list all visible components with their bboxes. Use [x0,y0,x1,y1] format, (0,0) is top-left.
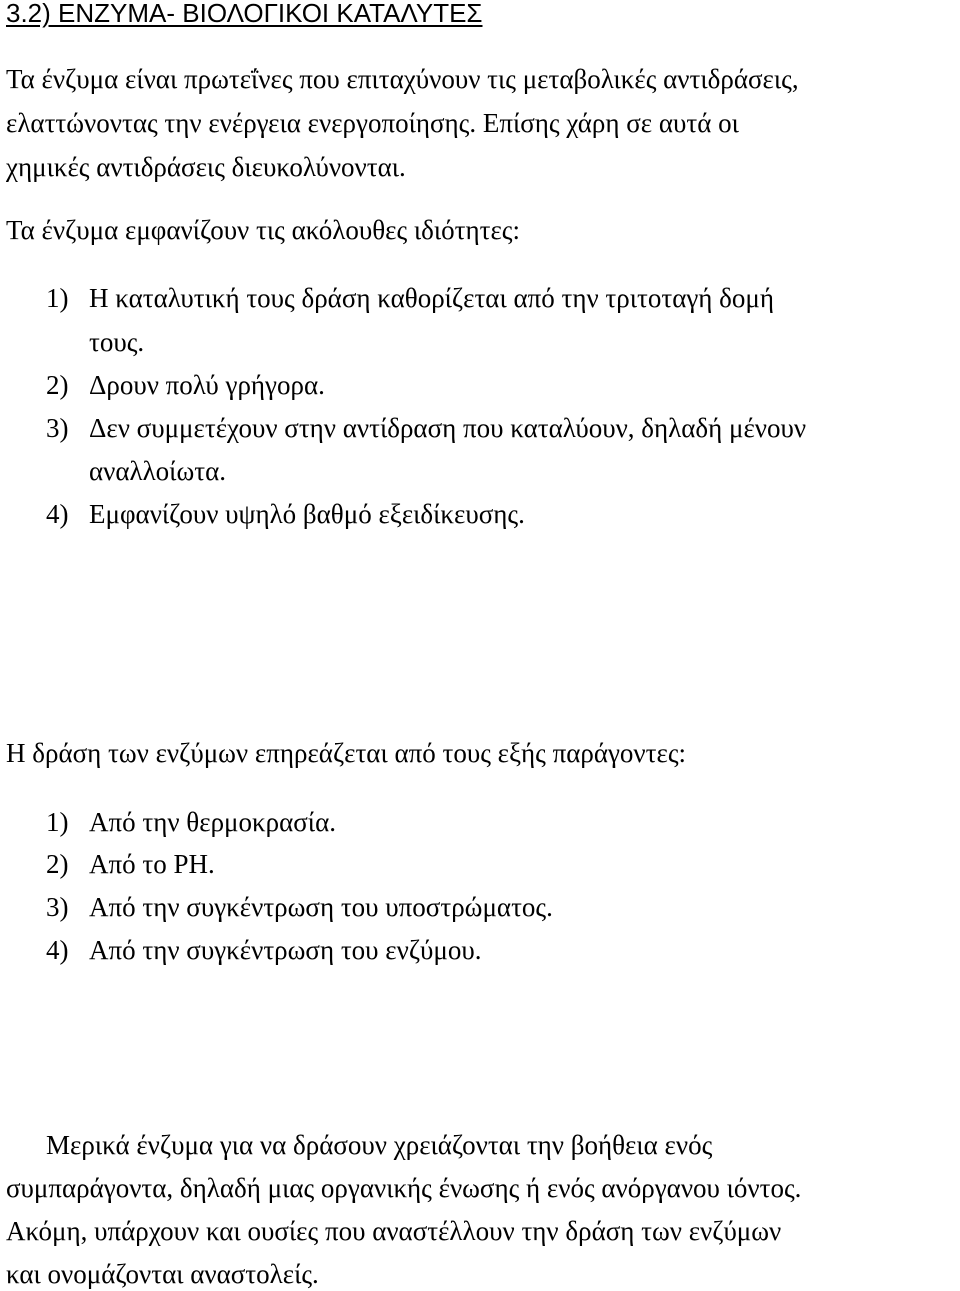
list-item-text: Από την συγκέντρωση του ενζύμου. [89,935,482,965]
list-item-text: Η καταλυτική τους δράση καθορίζεται από την τριτοταγή δομή [89,283,774,313]
list-number: 4) [46,935,69,965]
list-number: 3) [46,892,69,922]
section-heading: 3.2) ΕΝΖΥΜΑ- ΒΙΟΛΟΓΙΚΟΙ ΚΑΤΑΛΥΤΕΣ [6,0,483,28]
list-item-text: Δρουν πολύ γρήγορα. [89,370,325,400]
closing-line-3: Ακόμη, υπάρχουν και ουσίες που αναστέλλουν την δράση των ενζύμων [6,1216,782,1246]
intro-line-3: χημικές αντιδράσεις διευκολύνονται. [6,152,406,182]
list-item-text: Από την θερμοκρασία. [89,807,336,837]
properties-title: Τα ένζυμα εμφανίζουν τις ακόλουθες ιδιότητες: [6,215,521,245]
intro-line-1: Τα ένζυμα είναι πρωτεΐνες που επιταχύνουν τις μεταβολικές αντιδράσεις, [6,64,799,94]
closing-line-4: και ονομάζονται αναστολείς. [6,1259,319,1289]
list-number: 1) [46,283,69,313]
list-item-text-cont: αναλλοίωτα. [89,456,226,486]
closing-line-1: Μερικά ένζυμα για να δράσουν χρειάζονται την βοήθεια ενός [46,1130,713,1160]
list-number: 1) [46,807,69,837]
intro-line-2: ελαττώνοντας την ενέργεια ενεργοποίησης. Επίσης χάρη σε αυτά οι [6,108,739,138]
closing-line-2: συμπαράγοντα, δηλαδή μιας οργανικής ένωσης ή ενός ανόργανου ιόντος. [6,1173,802,1203]
list-number: 4) [46,499,69,529]
list-item-text-cont: τους. [89,327,145,357]
list-item-text: Εμφανίζουν υψηλό βαθμό εξειδίκευσης. [89,499,525,529]
list-number: 2) [46,849,69,879]
list-item-text: Από το PH. [89,849,215,879]
list-item-text: Από την συγκέντρωση του υποστρώματος. [89,892,553,922]
list-number: 3) [46,413,69,443]
list-item-text: Δεν συμμετέχουν στην αντίδραση που καταλύουν, δηλαδή μένουν [89,413,807,443]
list-number: 2) [46,370,69,400]
factors-title: Η δράση των ενζύμων επηρεάζεται από τους εξής παράγοντες: [6,738,687,768]
